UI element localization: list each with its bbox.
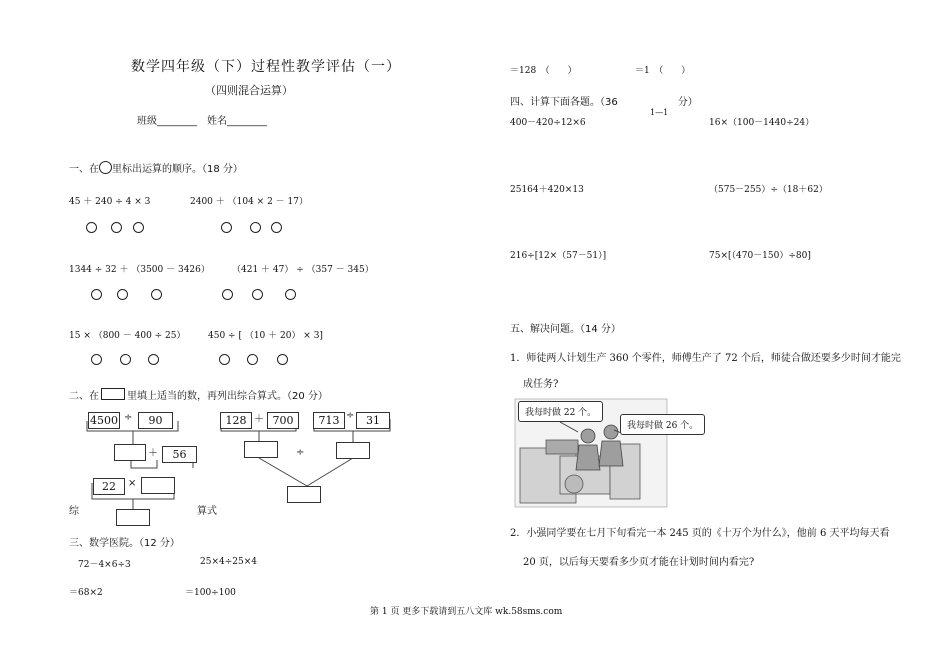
judge-1: ＝128 （ ）: [510, 66, 577, 76]
calc-5: 216÷[12×（57－51）]: [510, 251, 607, 261]
speech-bubble-2: 我每时做 26 个。: [620, 414, 705, 435]
box-4500: 4500: [90, 414, 118, 427]
class-field: 班级________: [137, 116, 197, 127]
page-title: 数学四年级（下）过程性教学评估（一）: [131, 59, 401, 75]
footer-left-label: 综: [69, 506, 79, 517]
speech-bubble-1: 我每时做 22 个。: [518, 401, 603, 422]
name-field: 姓名________: [207, 116, 267, 127]
calc-4: （575－255）÷（18＋62）: [709, 185, 828, 195]
calc-1: 400－420÷12×6: [510, 118, 586, 128]
question-1-line-1: 1．师徒两人计划生产 360 个零件，师傅生产了 72 个后，师徒合做还要多少时间才能完: [510, 353, 901, 364]
question-2-line-1: 2．小强同学要在七月下旬看完一本 245 页的《十万个为什么》，他前 6 天平均每天看: [510, 528, 890, 539]
op-multiply: ×: [128, 478, 137, 489]
box-128: 128: [220, 412, 252, 429]
wrong-calc-1-step: ＝68×2: [69, 588, 103, 598]
judge-2: ＝1 （ ）: [635, 66, 691, 76]
op-divide: ÷: [346, 410, 355, 421]
page-subtitle: （四则混合运算）: [205, 84, 293, 97]
stray-text: 1—1: [650, 108, 669, 117]
section-2-heading: 二、在 里填上适当的数，再列出综合算式。（20 分）: [69, 387, 328, 402]
expr-4: （421 ＋ 47） ÷ （357 － 345）: [232, 265, 374, 275]
box-56: 56: [162, 446, 197, 463]
calc-2: 16×（100－1440÷24）: [709, 118, 815, 128]
expr-1: 45 ＋ 240 ÷ 4 × 3: [69, 197, 151, 207]
calc-3: 25164＋420×13: [510, 185, 584, 195]
box-22: 22: [93, 478, 125, 495]
footer-right-label: 算式: [197, 506, 217, 517]
op-plus: ＋: [148, 448, 158, 459]
section-1-heading: 一、在 里标出运算的顺序。（18 分）: [69, 160, 243, 175]
box-713: 713: [313, 412, 345, 429]
wrong-calc-2: 25×4÷25×4: [200, 557, 257, 567]
box-700: 700: [267, 412, 299, 429]
op-divide: ÷: [296, 447, 305, 458]
calc-6: 75×[（470－150）÷80]: [709, 251, 811, 261]
op-plus: ＋: [254, 414, 264, 425]
expr-3: 1344 ÷ 32 ＋ （3500 － 3426）: [69, 265, 210, 275]
section-5-heading: 五、解决问题。（14 分）: [510, 324, 621, 335]
box-31: 31: [356, 412, 390, 429]
page-footer: 第 1 页 更多下载请到五八文库 wk.58sms.com: [370, 607, 563, 617]
op-divide: ÷: [124, 412, 133, 423]
section-4-heading: 四、计算下面各题。（36 分）: [510, 97, 698, 108]
expr-2: 2400 ＋ （104 × 2 － 17）: [190, 197, 308, 207]
wrong-calc-2-step: ＝100÷100: [185, 588, 236, 598]
question-1-line-2: 成任务?: [523, 379, 559, 390]
wrong-calc-1: 72－4×6÷3: [78, 560, 131, 570]
section-3-heading: 三、数学医院。（12 分）: [69, 538, 180, 549]
question-2-line-2: 20 页，以后每天要看多少页才能在计划时间内看完?: [523, 557, 755, 568]
expr-6: 450 ÷ [ （10 ＋ 20） × 3]: [208, 331, 323, 341]
expr-5: 15 × （800 － 400 ÷ 25）: [69, 331, 186, 341]
box-90: 90: [138, 412, 173, 429]
